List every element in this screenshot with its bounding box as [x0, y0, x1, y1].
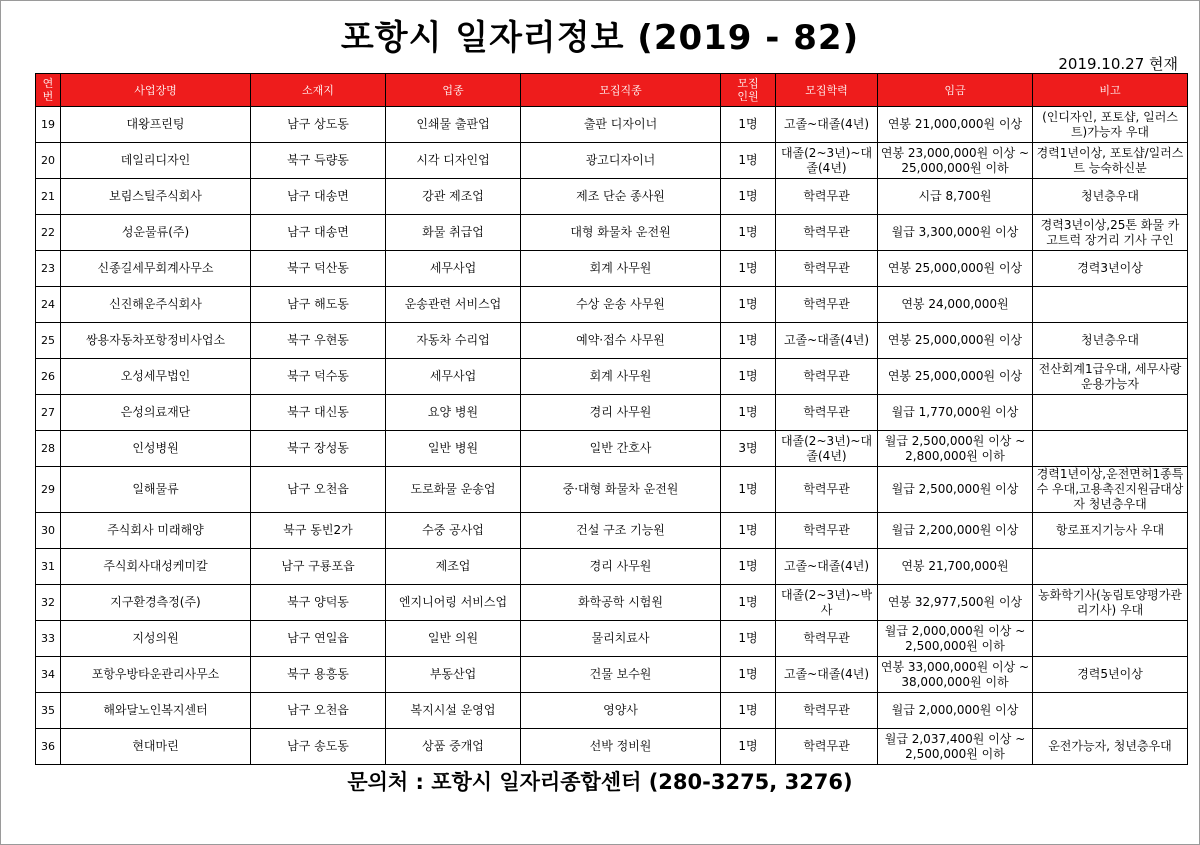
cell-headcount: 1명 — [721, 657, 776, 693]
cell-headcount: 3명 — [721, 431, 776, 467]
cell-job-type: 경리 사무원 — [521, 549, 721, 585]
cell-education: 학력무관 — [776, 513, 878, 549]
cell-location: 북구 대신동 — [251, 395, 386, 431]
cell-no: 26 — [36, 359, 61, 395]
cell-wage: 연봉 21,700,000원 — [878, 549, 1033, 585]
cell-wage: 월급 1,770,000원 이상 — [878, 395, 1033, 431]
table-row — [36, 621, 1188, 657]
cell-education: 학력무관 — [776, 215, 878, 251]
cell-no: 25 — [36, 323, 61, 359]
cell-headcount: 1명 — [721, 179, 776, 215]
header-industry: 업종 — [386, 74, 521, 107]
cell-no: 31 — [36, 549, 61, 585]
cell-job-type: 제조 단순 종사원 — [521, 179, 721, 215]
cell-company: 은성의료재단 — [61, 395, 251, 431]
table-row — [36, 729, 1188, 765]
cell-headcount: 1명 — [721, 323, 776, 359]
cell-wage: 시급 8,700원 — [878, 179, 1033, 215]
cell-job-type: 예약·접수 사무원 — [521, 323, 721, 359]
table-row — [36, 251, 1188, 287]
cell-education: 고졸~대졸(4년) — [776, 107, 878, 143]
cell-education: 고졸~대졸(4년) — [776, 549, 878, 585]
cell-wage: 연봉 25,000,000원 이상 — [878, 251, 1033, 287]
cell-industry: 강관 제조업 — [386, 179, 521, 215]
cell-job-type: 광고디자이너 — [521, 143, 721, 179]
header-job-type: 모집직종 — [521, 74, 721, 107]
header-location: 소재지 — [251, 74, 386, 107]
cell-headcount: 1명 — [721, 467, 776, 513]
cell-no: 32 — [36, 585, 61, 621]
cell-headcount: 1명 — [721, 585, 776, 621]
cell-education: 학력무관 — [776, 359, 878, 395]
cell-wage: 월급 2,000,000원 이상 ~ 2,500,000원 이하 — [878, 621, 1033, 657]
job-table — [35, 73, 1188, 765]
cell-headcount: 1명 — [721, 513, 776, 549]
cell-location: 북구 우현동 — [251, 323, 386, 359]
cell-location: 북구 장성동 — [251, 431, 386, 467]
cell-wage: 월급 2,200,000원 이상 — [878, 513, 1033, 549]
table-row — [36, 179, 1188, 215]
page-title: 포항시 일자리정보 (2019 - 82) — [340, 18, 860, 58]
cell-company: 포항우방타운관리사무소 — [61, 657, 251, 693]
cell-location: 북구 양덕동 — [251, 585, 386, 621]
cell-no: 27 — [36, 395, 61, 431]
cell-company: 보림스틸주식회사 — [61, 179, 251, 215]
cell-remarks: 경력1년이상,운전면허1종특수 우대,고용촉진지원금대상자 청년층우대 — [1033, 467, 1188, 513]
cell-wage: 월급 2,037,400원 이상 ~ 2,500,000원 이하 — [878, 729, 1033, 765]
header-headcount: 모집 인원 — [721, 74, 776, 107]
cell-location: 남구 해도동 — [251, 287, 386, 323]
cell-location: 남구 대송면 — [251, 179, 386, 215]
cell-industry: 도로화물 운송업 — [386, 467, 521, 513]
table-row — [36, 549, 1188, 585]
header-no: 연번 — [36, 74, 61, 107]
cell-headcount: 1명 — [721, 287, 776, 323]
cell-remarks: (인디자인, 포토샵, 일러스트)가능자 우대 — [1033, 107, 1188, 143]
cell-education: 대졸(2~3년)~박사 — [776, 585, 878, 621]
cell-industry: 화물 취급업 — [386, 215, 521, 251]
cell-headcount: 1명 — [721, 395, 776, 431]
cell-education: 학력무관 — [776, 251, 878, 287]
table-row — [36, 395, 1188, 431]
cell-job-type: 물리치료사 — [521, 621, 721, 657]
cell-headcount: 1명 — [721, 729, 776, 765]
cell-remarks — [1033, 549, 1188, 585]
cell-remarks — [1033, 621, 1188, 657]
table-row — [36, 431, 1188, 467]
cell-remarks: 청년층우대 — [1033, 323, 1188, 359]
cell-company: 오성세무법인 — [61, 359, 251, 395]
cell-wage: 연봉 32,977,500원 이상 — [878, 585, 1033, 621]
cell-location: 남구 오천읍 — [251, 693, 386, 729]
cell-industry: 운송관련 서비스업 — [386, 287, 521, 323]
cell-location: 남구 구룡포읍 — [251, 549, 386, 585]
cell-remarks: 운전가능자, 청년층우대 — [1033, 729, 1188, 765]
cell-education: 대졸(2~3년)~대졸(4년) — [776, 431, 878, 467]
cell-education: 학력무관 — [776, 693, 878, 729]
cell-remarks: 전산회계1급우대, 세무사랑 운용가능자 — [1033, 359, 1188, 395]
cell-headcount: 1명 — [721, 107, 776, 143]
contact-info: 문의처 : 포항시 일자리종합센터 (280-3275, 3276) — [347, 770, 853, 794]
cell-company: 신진해운주식회사 — [61, 287, 251, 323]
cell-wage: 월급 2,000,000원 이상 — [878, 693, 1033, 729]
cell-job-type: 건물 보수원 — [521, 657, 721, 693]
cell-no: 36 — [36, 729, 61, 765]
cell-industry: 인쇄물 출판업 — [386, 107, 521, 143]
cell-company: 데일리디자인 — [61, 143, 251, 179]
cell-location: 남구 송도동 — [251, 729, 386, 765]
cell-headcount: 1명 — [721, 359, 776, 395]
cell-company: 주식회사 미래해양 — [61, 513, 251, 549]
cell-no: 19 — [36, 107, 61, 143]
cell-job-type: 화학공학 시험원 — [521, 585, 721, 621]
header-remarks: 비고 — [1033, 74, 1188, 107]
cell-location: 북구 득량동 — [251, 143, 386, 179]
cell-education: 고졸~대졸(4년) — [776, 323, 878, 359]
cell-location: 남구 상도동 — [251, 107, 386, 143]
cell-education: 학력무관 — [776, 179, 878, 215]
cell-location: 남구 대송면 — [251, 215, 386, 251]
cell-industry: 시각 디자인업 — [386, 143, 521, 179]
cell-remarks: 항로표지기능사 우대 — [1033, 513, 1188, 549]
cell-no: 24 — [36, 287, 61, 323]
cell-education: 고졸~대졸(4년) — [776, 657, 878, 693]
cell-company: 지성의원 — [61, 621, 251, 657]
cell-no: 34 — [36, 657, 61, 693]
cell-company: 대왕프린팅 — [61, 107, 251, 143]
cell-location: 남구 연일읍 — [251, 621, 386, 657]
cell-no: 20 — [36, 143, 61, 179]
cell-education: 학력무관 — [776, 729, 878, 765]
header-wage: 임금 — [878, 74, 1033, 107]
table-row — [36, 585, 1188, 621]
cell-job-type: 대형 화물차 운전원 — [521, 215, 721, 251]
cell-job-type: 수상 운송 사무원 — [521, 287, 721, 323]
cell-industry: 일반 병원 — [386, 431, 521, 467]
table-row — [36, 359, 1188, 395]
cell-industry: 세무사업 — [386, 251, 521, 287]
cell-wage: 연봉 21,000,000원 이상 — [878, 107, 1033, 143]
cell-wage: 월급 3,300,000원 이상 — [878, 215, 1033, 251]
cell-company: 해와달노인복지센터 — [61, 693, 251, 729]
cell-industry: 수중 공사업 — [386, 513, 521, 549]
cell-industry: 세무사업 — [386, 359, 521, 395]
cell-job-type: 선박 정비원 — [521, 729, 721, 765]
cell-remarks: 경력3년이상 — [1033, 251, 1188, 287]
header-company: 사업장명 — [61, 74, 251, 107]
cell-job-type: 건설 구조 기능원 — [521, 513, 721, 549]
cell-location: 북구 덕산동 — [251, 251, 386, 287]
cell-no: 29 — [36, 467, 61, 513]
cell-no: 21 — [36, 179, 61, 215]
table-row — [36, 107, 1188, 143]
cell-remarks — [1033, 431, 1188, 467]
cell-job-type: 일반 간호사 — [521, 431, 721, 467]
cell-industry: 요양 병원 — [386, 395, 521, 431]
cell-location: 북구 용흥동 — [251, 657, 386, 693]
cell-wage: 연봉 25,000,000원 이상 — [878, 323, 1033, 359]
cell-no: 33 — [36, 621, 61, 657]
cell-industry: 일반 의원 — [386, 621, 521, 657]
cell-company: 주식회사대성케미칼 — [61, 549, 251, 585]
cell-industry: 자동차 수리업 — [386, 323, 521, 359]
cell-no: 23 — [36, 251, 61, 287]
cell-headcount: 1명 — [721, 693, 776, 729]
cell-remarks — [1033, 287, 1188, 323]
cell-remarks: 농화학기사(농림토양평가관리기사) 우대 — [1033, 585, 1188, 621]
cell-job-type: 회계 사무원 — [521, 359, 721, 395]
cell-company: 쌍용자동차포항정비사업소 — [61, 323, 251, 359]
cell-company: 지구환경측정(주) — [61, 585, 251, 621]
cell-wage: 월급 2,500,000원 이상 ~ 2,800,000원 이하 — [878, 431, 1033, 467]
cell-remarks: 청년층우대 — [1033, 179, 1188, 215]
cell-job-type: 경리 사무원 — [521, 395, 721, 431]
cell-wage: 연봉 24,000,000원 — [878, 287, 1033, 323]
cell-industry: 엔지니어링 서비스업 — [386, 585, 521, 621]
table-row — [36, 143, 1188, 179]
cell-job-type: 출판 디자이너 — [521, 107, 721, 143]
cell-company: 일해물류 — [61, 467, 251, 513]
cell-job-type: 중·대형 화물차 운전원 — [521, 467, 721, 513]
table-row — [36, 215, 1188, 251]
cell-job-type: 영양사 — [521, 693, 721, 729]
cell-location: 북구 동빈2가 — [251, 513, 386, 549]
cell-headcount: 1명 — [721, 143, 776, 179]
table-header-row — [36, 74, 1188, 107]
cell-remarks: 경력5년이상 — [1033, 657, 1188, 693]
table-body — [36, 107, 1188, 765]
report-date: 2019.10.27 현재 — [1058, 55, 1178, 73]
cell-company: 현대마린 — [61, 729, 251, 765]
cell-wage: 연봉 23,000,000원 이상 ~ 25,000,000원 이하 — [878, 143, 1033, 179]
cell-no: 22 — [36, 215, 61, 251]
cell-company: 신종길세무회계사무소 — [61, 251, 251, 287]
cell-education: 대졸(2~3년)~대졸(4년) — [776, 143, 878, 179]
cell-company: 인성병원 — [61, 431, 251, 467]
cell-remarks — [1033, 693, 1188, 729]
cell-no: 28 — [36, 431, 61, 467]
cell-company: 성운물류(주) — [61, 215, 251, 251]
cell-industry: 제조업 — [386, 549, 521, 585]
table-row — [36, 287, 1188, 323]
table-row — [36, 323, 1188, 359]
header-education: 모집학력 — [776, 74, 878, 107]
cell-education: 학력무관 — [776, 467, 878, 513]
cell-headcount: 1명 — [721, 549, 776, 585]
cell-remarks — [1033, 395, 1188, 431]
cell-remarks: 경력1년이상, 포토샵/일러스트 능숙하신분 — [1033, 143, 1188, 179]
cell-wage: 연봉 33,000,000원 이상 ~ 38,000,000원 이하 — [878, 657, 1033, 693]
table-row — [36, 467, 1188, 513]
cell-headcount: 1명 — [721, 621, 776, 657]
cell-education: 학력무관 — [776, 621, 878, 657]
cell-location: 남구 오천읍 — [251, 467, 386, 513]
cell-no: 30 — [36, 513, 61, 549]
cell-industry: 복지시설 운영업 — [386, 693, 521, 729]
table-row — [36, 513, 1188, 549]
cell-job-type: 회계 사무원 — [521, 251, 721, 287]
cell-headcount: 1명 — [721, 251, 776, 287]
cell-location: 북구 덕수동 — [251, 359, 386, 395]
cell-education: 학력무관 — [776, 395, 878, 431]
cell-industry: 부동산업 — [386, 657, 521, 693]
cell-education: 학력무관 — [776, 287, 878, 323]
table-row — [36, 693, 1188, 729]
cell-no: 35 — [36, 693, 61, 729]
cell-remarks: 경력3년이상,25톤 화물 카고트럭 장거리 기사 구인 — [1033, 215, 1188, 251]
cell-industry: 상품 중개업 — [386, 729, 521, 765]
table-row — [36, 657, 1188, 693]
cell-wage: 연봉 25,000,000원 이상 — [878, 359, 1033, 395]
cell-wage: 월급 2,500,000원 이상 — [878, 467, 1033, 513]
cell-headcount: 1명 — [721, 215, 776, 251]
